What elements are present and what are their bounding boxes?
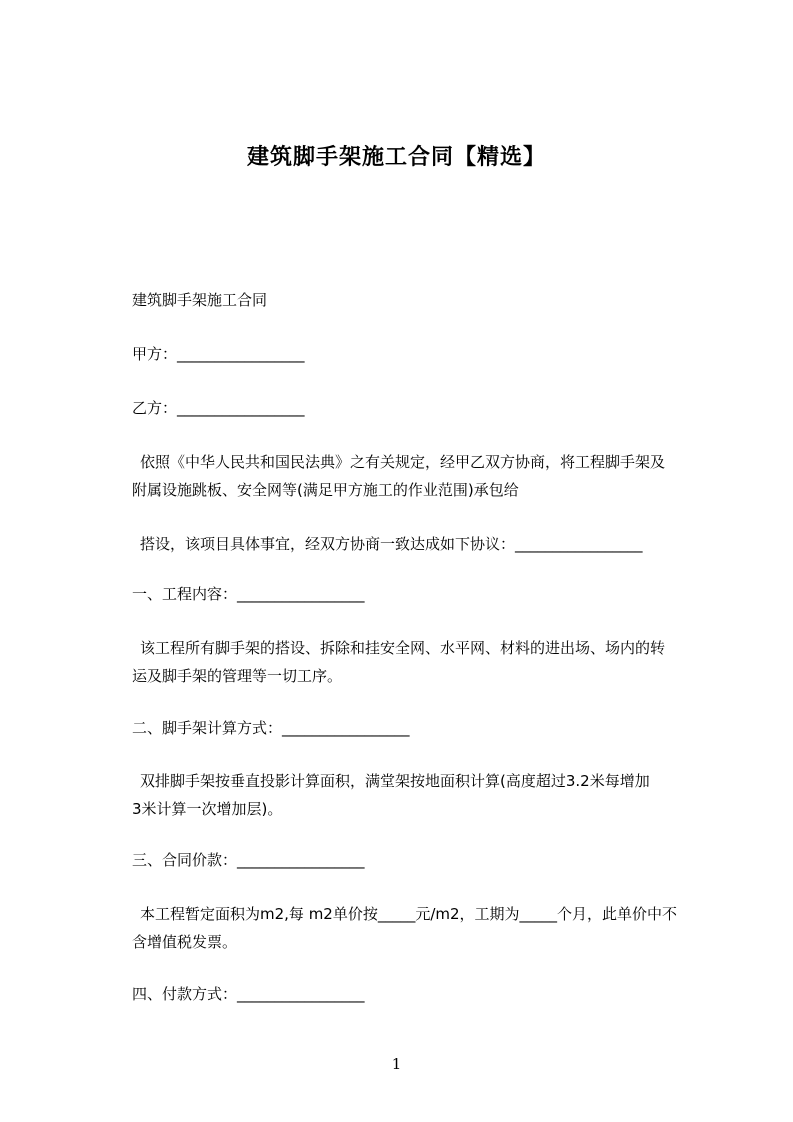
section-3-paragraph <box>132 900 712 956</box>
section-4-heading: 四、付款方式：_________________ <box>132 985 365 1003</box>
section-2-paragraph-line-1: 双排脚手架按垂直投影计算面积，满堂架按地面积计算(高度超过3.2米每增加 <box>140 772 650 790</box>
section-3-paragraph-line-1: 本工程暂定面积为m2,每 m2单价按_____元/m2，工期为_____个月，此单价中不 <box>140 905 678 923</box>
section-2-paragraph <box>132 767 712 823</box>
agreement-line: 搭设，该项目具体事宜，经双方协商一致达成如下协议：_________________ <box>140 535 643 553</box>
section-3-paragraph-line-2: 含增值税发票。 <box>132 933 238 951</box>
section-1-paragraph-line-1: 该工程所有脚手架的搭设、拆除和挂安全网、水平网、材料的进出场、场内的转 <box>140 639 666 657</box>
party-a-line: 甲方：_________________ <box>132 345 305 363</box>
document-title: 建筑脚手架施工合同【精选】 <box>246 145 546 170</box>
section-3-heading: 三、合同价款：_________________ <box>132 851 365 869</box>
party-b-line: 乙方：_________________ <box>132 399 305 417</box>
contract-heading: 建筑脚手架施工合同 <box>132 291 268 309</box>
section-2-paragraph-line-2: 3米计算一次增加层)。 <box>132 800 283 818</box>
section-1-paragraph <box>132 634 712 690</box>
intro-paragraph-line-2: 附属设施跳板、安全网等(满足甲方施工的作业范围)承包给 <box>132 481 519 499</box>
intro-paragraph-line-1: 依照《中华人民共和国民法典》之有关规定，经甲乙双方协商，将工程脚手架及 <box>140 453 666 471</box>
section-2-heading: 二、脚手架计算方式：_________________ <box>132 719 410 737</box>
section-1-heading: 一、工程内容：_________________ <box>132 585 365 603</box>
page-number: 1 <box>391 1055 402 1073</box>
section-1-paragraph-line-2: 运及脚手架的管理等一切工序。 <box>132 667 343 685</box>
intro-paragraph <box>132 448 712 504</box>
